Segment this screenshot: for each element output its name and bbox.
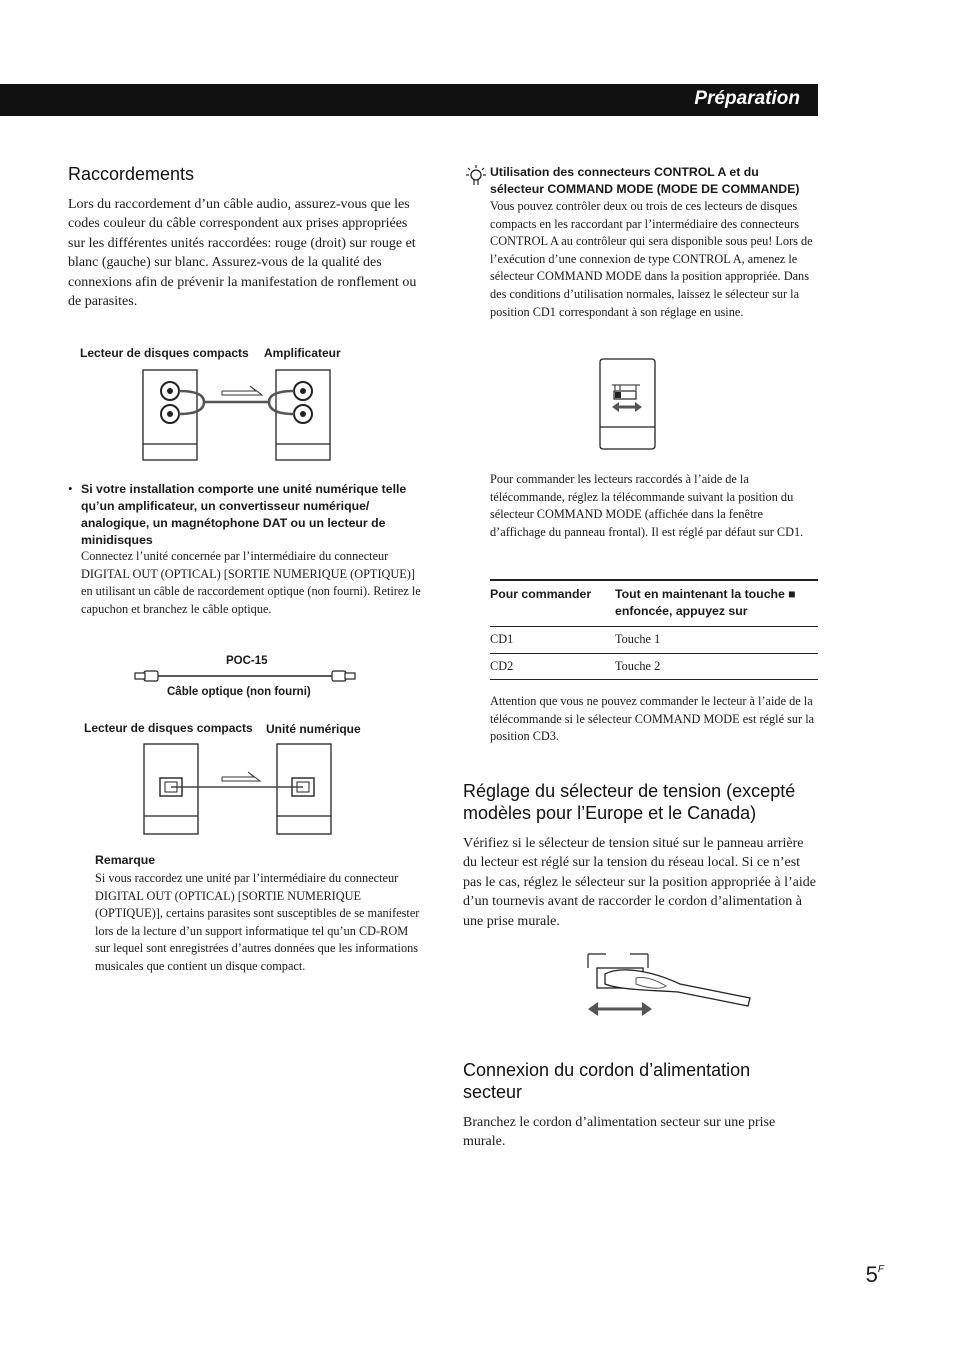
digital-unit-heading: Si votre installation comporte une unité numérique telle qu’un amplificateur, un convertisseur numérique/ analogique, un magnétophone DAT ou un lecteur de minidisques — [81, 482, 407, 547]
remarque-text: Si vous raccordez une unité par l’intermédiaire du connecteur DIGITAL OUT (OPTICAL) [SORTIE NUMERIQUE (OPTIQUE)], certains parasites sont susceptibles de se manifester lors de la lecture d’un support informatique tel qu’un CD-ROM sur lequel sont enregistrées d’autres données que les informations musicales que contient un disque compact. — [95, 871, 420, 973]
fig2-label-digital-unit: Unité numérique — [266, 722, 361, 736]
page-number-suffix: F — [877, 1263, 884, 1275]
table-row — [490, 627, 818, 654]
tip-lightbulb-icon — [465, 163, 487, 187]
optical-cable-illustration — [130, 667, 360, 687]
control-note: Attention que vous ne pouvez commander le lecteur à l’aide de la télécommande si le sélecteur COMMAND MODE est réglé sur la position CD3. — [490, 694, 815, 744]
table-cell: Touche 2 — [615, 658, 661, 673]
table-cell: CD1 — [490, 632, 514, 646]
cordon-text: Branchez le cordon d’alimentation secteur sur une prise murale. — [463, 1115, 776, 1150]
control-text2: Pour commander les lecteurs raccordés à l’aide de la télécommande, réglez la télécommande suivant la position du sélecteur COMMAND MODE (affichée dans la fenêtre d’affichage du panneau frontal). Il est réglé par défaut sur CD1. — [490, 472, 804, 539]
digital-unit-text: Connectez l’unité concernée par l’intermédiaire du connecteur DIGITAL OUT (OPTICAL) [SORTIE NUMERIQUE (OPTIQUE)] en utilisant un câble de raccordement optique (non fourni). Retirez le capuchon et branchez le câble optique. — [81, 549, 421, 616]
bullet-marker: • — [68, 481, 73, 496]
raccordements-heading: Raccordements — [68, 164, 195, 184]
voltage-selector-screwdriver-diagram — [580, 950, 755, 1022]
command-table — [490, 579, 818, 680]
audio-connection-diagram — [138, 366, 338, 462]
fig2-label-player: Lecteur de disques compacts — [84, 721, 253, 735]
page-number — [866, 1262, 884, 1288]
tension-heading: Réglage du sélecteur de tension (excepté modèles pour l’Europe et le Canada) — [463, 781, 796, 823]
section-title: Préparation — [694, 88, 800, 109]
section-header-bar — [0, 84, 818, 116]
command-table-header — [490, 580, 818, 627]
fig1-label-amplifier: Amplificateur — [264, 346, 341, 360]
table-row — [490, 653, 818, 680]
remarque-heading: Remarque — [95, 853, 156, 867]
cable-caption: Câble optique (non fourni) — [167, 686, 311, 698]
optical-connection-diagram — [140, 740, 336, 838]
cordon-heading: Connexion du cordon d’alimentation secteur — [463, 1060, 751, 1102]
command-table-col2: Tout en maintenant la touche ■ enfoncée, appuyez sur — [615, 587, 796, 618]
table-cell: Touche 1 — [615, 632, 661, 646]
control-text: Vous pouvez contrôler deux ou trois de ces lecteurs de disques compacts en les raccordant par l’intermédiaire des connecteurs CONTROL A au contrôleur qui sera disponible sous peu! Lors de l’exécution d’une connexion de type CONTROL A, amenez le sélecteur COMMAND MODE dans la position appropriée. Dans des conditions d’utilisation normales, laissez le sélecteur sur la position CD1 correspondant à son réglage en usine. — [490, 199, 813, 319]
cable-model-label: POC-15 — [226, 655, 268, 667]
raccordements-intro: Lors du raccordement d’un câble audio, assurez-vous que les codes couleur du câble correspondent aux prises appropriées sur les différentes unités raccordées: rouge (droit) sur rouge et blanc (gauche) sur blanc. Assurez-vous de la qualité des connexions afin de prévenir la manifestation de ronflement ou de parasites. — [68, 197, 417, 310]
table-cell: CD2 — [490, 658, 514, 673]
command-table-col1: Pour commander — [490, 587, 592, 601]
command-mode-selector-diagram — [598, 357, 658, 451]
fig1-label-player: Lecteur de disques compacts — [80, 346, 249, 360]
tension-text: Vérifiez si le sélecteur de tension situé sur le panneau arrière du lecteur est réglé sur la tension du réseau local. Si ce n’est pas le cas, réglez le sélecteur sur la position appropriée à l’aide d’un tournevis avant de raccorder le cordon d’alimentation à une prise murale. — [463, 836, 816, 929]
page-number-value: 5 — [865, 1262, 878, 1287]
control-heading: Utilisation des connecteurs CONTROL A et du sélecteur COMMAND MODE (MODE DE COMMANDE) — [490, 165, 800, 196]
